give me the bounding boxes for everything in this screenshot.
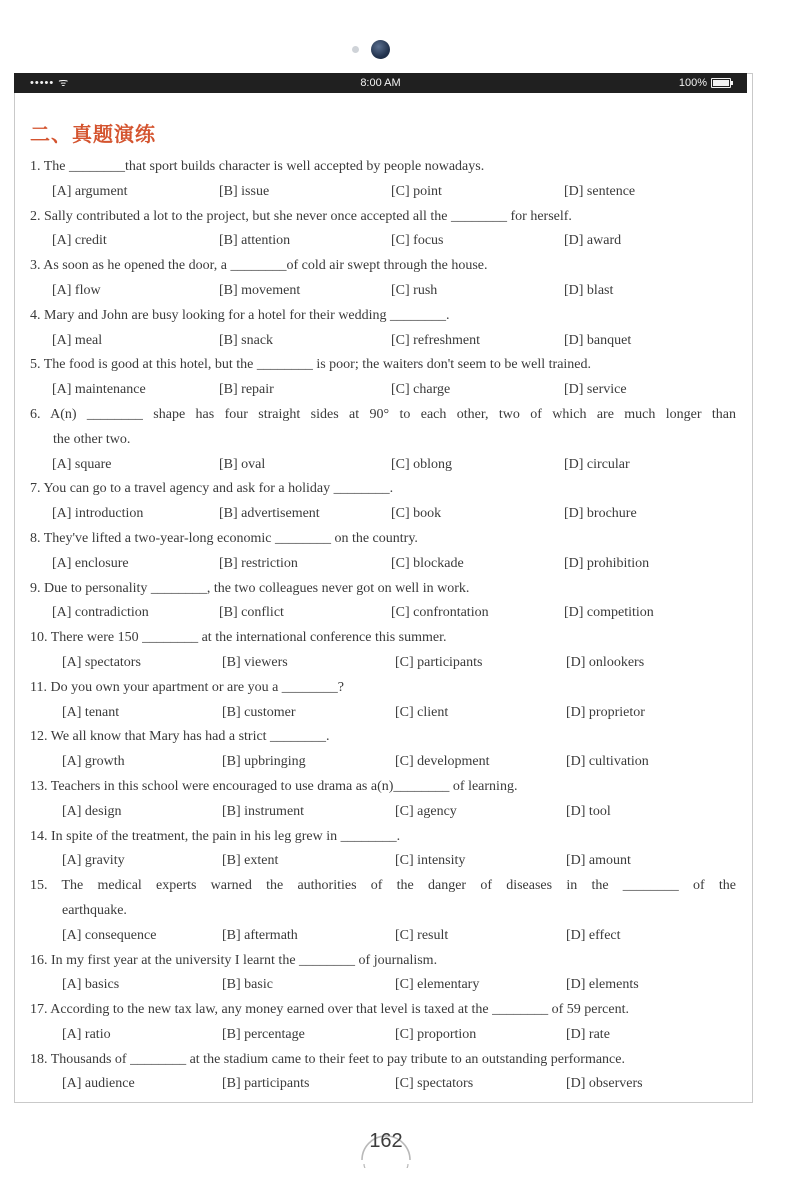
option-b: [B] customer	[222, 704, 296, 720]
option-b: [B] basic	[222, 977, 273, 993]
page-number: 162	[369, 1130, 403, 1152]
option-d: [D] amount	[566, 853, 631, 869]
question-list	[30, 155, 736, 1097]
question-text: You can go to a travel agency and ask for a holiday ________.	[43, 481, 394, 497]
question-text: Do you own your apartment or are you a ________?	[50, 679, 345, 695]
question-text: Due to personality ________, the two colleagues never got on well in work.	[44, 580, 470, 596]
question-number: 12.	[30, 729, 48, 745]
question-text: The medical experts warned the authorities of the danger of diseases in the ________ of the	[61, 878, 736, 894]
option-row	[30, 279, 736, 304]
option-row	[30, 701, 736, 726]
option-b: [B] conflict	[219, 605, 284, 621]
option-d: [D] circular	[564, 456, 630, 472]
option-d: [D] cultivation	[566, 754, 649, 770]
option-a: [A] gravity	[62, 853, 125, 869]
option-c: [C] proportion	[395, 1026, 477, 1042]
option-a: [A] consequence	[62, 927, 157, 943]
option-d: [D] banquet	[564, 332, 632, 348]
question-stem	[30, 353, 736, 378]
option-row	[30, 552, 736, 577]
option-b: [B] viewers	[222, 654, 288, 670]
question-number: 10.	[30, 630, 48, 646]
option-b: [B] extent	[222, 853, 279, 869]
question-text: In spite of the treatment, the pain in his leg grew in ________.	[51, 828, 401, 844]
question-number: 16.	[30, 952, 48, 968]
question-text: There were 150 ________ at the international conference this summer.	[50, 630, 447, 646]
question-number: 2.	[30, 208, 41, 224]
question-stem	[30, 998, 736, 1023]
option-d: [D] proprietor	[566, 704, 645, 720]
option-b: [B] percentage	[222, 1026, 305, 1042]
question-stem	[30, 577, 736, 602]
option-c: [C] rush	[391, 282, 438, 298]
option-d: [D] elements	[566, 977, 639, 993]
option-row	[30, 1072, 736, 1097]
option-d: [D] prohibition	[564, 555, 650, 571]
option-c: [C] elementary	[395, 977, 480, 993]
option-b: [B] aftermath	[222, 927, 298, 943]
option-d: [D] effect	[566, 927, 621, 943]
battery-percent: 100%	[678, 77, 707, 89]
option-a: [A] flow	[52, 282, 101, 298]
question-stem	[30, 775, 736, 800]
option-c: [C] development	[395, 754, 490, 770]
option-c: [C] book	[391, 506, 442, 522]
question-number: 17.	[30, 1002, 48, 1018]
question-text: According to the new tax law, any money earned over that level is taxed at the ________ of 59 percent.	[50, 1002, 629, 1018]
option-c: [C] point	[391, 183, 442, 199]
option-b: [B] restriction	[219, 555, 298, 571]
question-stem	[30, 676, 736, 701]
question-stem	[30, 254, 736, 279]
question-number: 4.	[30, 307, 41, 323]
question-text-continued: the other two.	[53, 431, 131, 447]
question-text: We all know that Mary has had a strict ________.	[50, 729, 330, 745]
option-b: [B] upbringing	[222, 754, 306, 770]
option-b: [B] movement	[219, 282, 301, 298]
option-d: [D] onlookers	[566, 654, 645, 670]
option-d: [D] rate	[566, 1026, 610, 1042]
option-d: [D] tool	[566, 803, 611, 819]
option-a: [A] contradiction	[52, 605, 149, 621]
question-stem	[30, 304, 736, 329]
question-number: 5.	[30, 357, 41, 373]
question-number: 14.	[30, 828, 48, 844]
option-c: [C] focus	[391, 233, 444, 249]
option-a: [A] growth	[62, 754, 125, 770]
question-text: The food is good at this hotel, but the ________ is poor; the waiters don't seem to be well trained.	[43, 357, 592, 373]
question-text: Thousands of ________ at the stadium came to their feet to pay tribute to an outstanding performance.	[50, 1051, 625, 1067]
option-a: [A] credit	[52, 233, 107, 249]
option-row	[30, 924, 736, 949]
option-a: [A] audience	[62, 1076, 135, 1092]
option-d: [D] brochure	[564, 506, 637, 522]
option-row	[30, 973, 736, 998]
question-number: 9.	[30, 580, 41, 596]
option-b: [B] oval	[219, 456, 266, 472]
question-number: 7.	[30, 481, 41, 497]
option-b: [B] snack	[219, 332, 274, 348]
option-c: [C] client	[395, 704, 449, 720]
option-c: [C] blockade	[391, 555, 464, 571]
option-row	[30, 180, 736, 205]
status-time: 8:00 AM	[360, 77, 401, 89]
option-a: [A] introduction	[52, 506, 144, 522]
option-c: [C] confrontation	[391, 605, 489, 621]
option-a: [A] ratio	[62, 1026, 111, 1042]
option-row	[30, 378, 736, 403]
option-row	[30, 329, 736, 354]
option-c: [C] intensity	[395, 853, 466, 869]
option-b: [B] repair	[219, 382, 274, 398]
battery-icon	[711, 78, 731, 88]
option-c: [C] spectators	[395, 1076, 474, 1092]
question-stem	[30, 949, 736, 974]
option-a: [A] enclosure	[52, 555, 129, 571]
battery-status	[679, 73, 731, 93]
option-c: [C] charge	[391, 382, 451, 398]
option-d: [D] competition	[564, 605, 654, 621]
option-a: [A] spectators	[62, 654, 141, 670]
option-d: [D] observers	[566, 1076, 643, 1092]
question-stem	[30, 725, 736, 750]
question-stem	[30, 626, 736, 651]
question-stem	[30, 874, 736, 899]
device-top-bezel	[0, 38, 800, 62]
option-row	[30, 651, 736, 676]
section-heading: 二、真题演练	[30, 122, 156, 146]
option-c: [C] refreshment	[391, 332, 481, 348]
option-d: [D] service	[564, 382, 627, 398]
option-a: [A] meal	[52, 332, 103, 348]
option-d: [D] blast	[564, 282, 614, 298]
question-number: 8.	[30, 530, 41, 546]
option-b: [B] participants	[222, 1076, 310, 1092]
question-text: As soon as he opened the door, a ________of cold air swept through the house.	[43, 258, 488, 274]
status-bar	[14, 73, 747, 93]
page-number-badge	[358, 1120, 414, 1168]
question-stem	[30, 825, 736, 850]
option-a: [A] argument	[52, 183, 128, 199]
option-row	[30, 1023, 736, 1048]
question-number: 13.	[30, 778, 48, 794]
option-row	[30, 229, 736, 254]
option-b: [B] issue	[219, 183, 270, 199]
option-row	[30, 453, 736, 478]
option-b: [B] instrument	[222, 803, 305, 819]
question-stem	[30, 155, 736, 180]
question-stem	[30, 527, 736, 552]
question-text: Mary and John are busy looking for a hotel for their wedding ________.	[44, 307, 450, 323]
option-c: [C] agency	[395, 803, 457, 819]
sensor-dot	[352, 46, 359, 53]
signal-strength: ••••• ᯤ	[30, 77, 70, 89]
option-a: [A] basics	[62, 977, 120, 993]
question-text: Sally contributed a lot to the project, but she never once accepted all the ________ for herself.	[44, 208, 572, 224]
option-c: [C] participants	[395, 654, 483, 670]
question-text: The ________that sport builds character is well accepted by people nowadays.	[43, 159, 485, 174]
question-text: Teachers in this school were encouraged to use drama as a(n)________ of learning.	[50, 778, 518, 794]
option-row	[30, 849, 736, 874]
option-row	[30, 750, 736, 775]
option-c: [C] oblong	[391, 456, 453, 472]
option-b: [B] attention	[219, 233, 291, 249]
question-number: 6.	[30, 406, 41, 422]
question-stem	[30, 403, 736, 428]
option-row	[30, 502, 736, 527]
question-number: 18.	[30, 1051, 48, 1067]
question-stem	[30, 205, 736, 230]
option-d: [D] award	[564, 233, 622, 249]
question-stem	[30, 477, 736, 502]
option-row	[30, 800, 736, 825]
camera-icon	[371, 40, 390, 59]
question-number: 15.	[30, 878, 48, 894]
option-a: [A] design	[62, 803, 122, 819]
option-d: [D] sentence	[564, 183, 636, 199]
option-a: [A] tenant	[62, 704, 120, 720]
question-number: 1.	[30, 159, 41, 174]
option-c: [C] result	[395, 927, 449, 943]
question-text-continued: earthquake.	[62, 902, 127, 918]
option-b: [B] advertisement	[219, 506, 320, 522]
question-number: 11.	[30, 679, 47, 695]
question-text: They've lifted a two-year-long economic ________ on the country.	[43, 530, 418, 546]
option-row	[30, 601, 736, 626]
question-text: A(n) ________ shape has four straight sides at 90° to each other, two of which are much longer than	[50, 406, 736, 422]
question-stem	[30, 1048, 736, 1073]
question-number: 3.	[30, 258, 41, 274]
option-a: [A] maintenance	[52, 382, 146, 398]
option-a: [A] square	[52, 456, 112, 472]
question-text: In my first year at the university I learnt the ________ of journalism.	[51, 952, 438, 968]
